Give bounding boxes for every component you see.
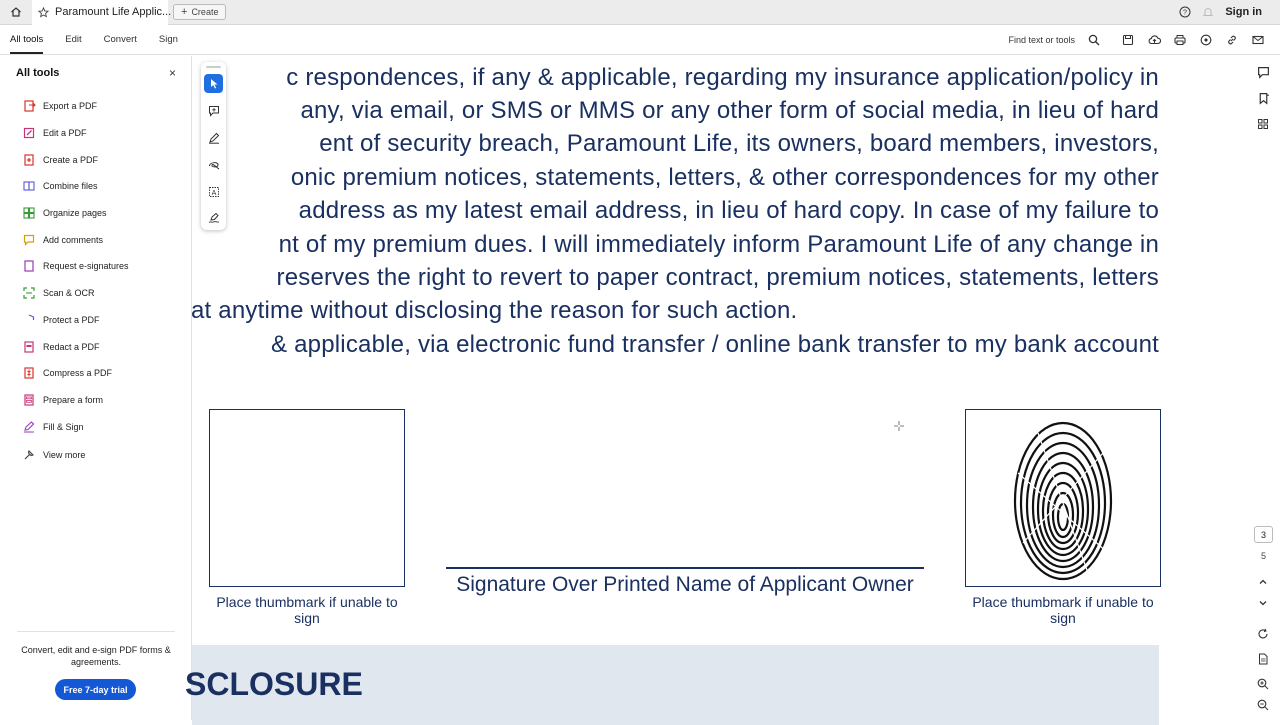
print-icon xyxy=(1174,34,1186,46)
export-pdf-icon xyxy=(22,99,36,113)
request-esignatures-icon xyxy=(22,259,36,273)
signature-pen-icon xyxy=(208,212,220,224)
tool-create-pdf[interactable] xyxy=(22,146,182,173)
thumbmark-box-left xyxy=(209,409,405,587)
freehand-draw-icon xyxy=(208,159,220,171)
menu-sign[interactable]: Sign xyxy=(158,34,178,45)
help-icon[interactable] xyxy=(1179,6,1191,18)
search-icon xyxy=(1088,34,1100,46)
chevron-up-icon xyxy=(1258,577,1268,587)
tool-edit-pdf[interactable] xyxy=(22,120,182,147)
tool-label: Create a PDF xyxy=(43,154,99,165)
bookmark-icon xyxy=(1257,92,1270,105)
mail-icon xyxy=(1252,34,1264,46)
add-comment-tool-button[interactable] xyxy=(204,101,223,120)
menubar-tools xyxy=(1008,27,1280,53)
upload-cloud-icon xyxy=(1148,34,1161,46)
tool-label: Edit a PDF xyxy=(43,128,87,139)
tool-label: Scan & OCR xyxy=(43,288,95,299)
combine-files-icon xyxy=(22,179,36,193)
save-icon xyxy=(1122,34,1134,46)
star-icon[interactable] xyxy=(38,7,49,18)
tool-view-more[interactable] xyxy=(22,442,182,469)
tool-label: View more xyxy=(43,450,86,461)
doc-text-line: any, via email, or SMS or MMS or any other form of social media, in lieu of hard xyxy=(300,97,1159,124)
create-button[interactable] xyxy=(173,4,226,20)
tool-label: Compress a PDF xyxy=(43,368,113,379)
comment-icon xyxy=(1257,66,1270,79)
notifications-bell-icon[interactable] xyxy=(1202,6,1214,18)
doc-text-line: at anytime without disclosing the reason for such action. xyxy=(191,297,798,324)
comments-panel-button[interactable] xyxy=(1255,64,1271,80)
all-tools-panel xyxy=(0,56,192,720)
grid-icon xyxy=(1257,118,1269,130)
share-link-button[interactable] xyxy=(1219,27,1245,53)
select-tool-button[interactable] xyxy=(204,74,223,93)
sign-in-link[interactable]: Sign in xyxy=(1225,6,1262,18)
tool-label: Organize pages xyxy=(43,208,107,219)
tool-label: Add comments xyxy=(43,234,104,245)
create-pdf-icon xyxy=(22,153,36,167)
zoom-out-button[interactable] xyxy=(1255,697,1271,713)
home-icon xyxy=(10,6,22,18)
tool-label: Protect a PDF xyxy=(43,314,100,325)
tool-label: Redact a PDF xyxy=(43,341,100,352)
toolbar-grip[interactable] xyxy=(206,66,221,68)
crosshair-cursor-icon xyxy=(894,421,904,431)
view-more-icon xyxy=(22,448,36,462)
tool-label: Combine files xyxy=(43,181,98,192)
disclosure-heading: SCLOSURE xyxy=(185,666,363,702)
zoom-out-icon xyxy=(1257,699,1269,711)
doc-text-line: c respondences, if any & applicable, regarding my insurance application/policy in xyxy=(286,64,1159,91)
menu-bar xyxy=(0,25,1280,55)
svg-text:A: A xyxy=(211,189,216,197)
tool-export-pdf[interactable] xyxy=(22,93,182,120)
tab-title: Paramount Life Applic... xyxy=(55,6,172,18)
right-rail xyxy=(1247,56,1280,720)
thumbnails-panel-button[interactable] xyxy=(1255,116,1271,132)
doc-text-line: nt of my premium dues. I will immediately inform Paramount Life of any change in xyxy=(278,231,1159,258)
free-trial-button[interactable]: Free 7-day trial xyxy=(55,679,136,700)
rotate-icon xyxy=(1257,628,1269,640)
home-button[interactable] xyxy=(0,0,32,25)
prepare-form-icon xyxy=(22,393,36,407)
menu-convert[interactable]: Convert xyxy=(103,34,137,45)
tools-list xyxy=(22,93,182,469)
promo-text: Convert, edit and e-sign PDF forms & agreements. xyxy=(21,645,171,667)
close-panel-icon[interactable]: × xyxy=(169,66,177,80)
upload-cloud-button[interactable] xyxy=(1141,27,1167,53)
text-box-icon xyxy=(208,186,220,198)
organize-pages-icon xyxy=(22,206,36,220)
next-page-button[interactable] xyxy=(1255,595,1271,611)
zoom-in-button[interactable] xyxy=(1255,676,1271,692)
rotate-button[interactable] xyxy=(1255,626,1271,642)
sign-tool-button[interactable] xyxy=(204,208,223,227)
add-text-tool-button[interactable] xyxy=(204,182,223,201)
svg-text:?: ? xyxy=(1183,9,1188,17)
doc-text-line: address as my latest email address, in lieu of hard copy. In case of my failure to xyxy=(298,197,1159,224)
cursor-arrow-icon xyxy=(209,78,219,89)
chevron-down-icon xyxy=(1258,598,1268,608)
tool-scan-ocr[interactable] xyxy=(22,280,182,307)
panel-title: All tools xyxy=(16,67,60,79)
doc-text-line: & applicable, via electronic fund transfer / online bank transfer to my bank account xyxy=(271,331,1159,358)
tool-redact-pdf[interactable] xyxy=(22,333,182,360)
tool-fill-sign[interactable] xyxy=(22,413,182,440)
tool-combine-files[interactable] xyxy=(22,173,182,200)
menu-all-tools[interactable]: All tools xyxy=(10,34,44,45)
ai-assistant-button[interactable] xyxy=(1193,27,1219,53)
tool-prepare-form[interactable] xyxy=(22,387,182,414)
search-button[interactable] xyxy=(1081,27,1107,53)
link-icon xyxy=(1226,34,1238,46)
thumbmark-box-right xyxy=(965,409,1161,587)
fill-sign-icon xyxy=(22,420,36,434)
document-page-icon xyxy=(1257,653,1269,665)
tool-organize-pages[interactable] xyxy=(22,200,182,227)
tool-label: Request e-signatures xyxy=(43,261,129,272)
protect-pdf-icon xyxy=(22,313,36,327)
tool-add-comments[interactable] xyxy=(22,226,182,253)
doc-text-line: ent of security breach, Paramount Life, its owners, board members, investors, xyxy=(319,130,1159,157)
redact-pdf-icon xyxy=(22,340,36,354)
print-button[interactable] xyxy=(1167,27,1193,53)
divider xyxy=(17,631,175,632)
tool-label: Prepare a form xyxy=(43,394,104,405)
signature-line xyxy=(446,567,924,569)
edit-pdf-icon xyxy=(22,126,36,140)
tool-compress-pdf[interactable] xyxy=(22,360,182,387)
compress-pdf-icon xyxy=(22,366,36,380)
tool-request-esignatures[interactable] xyxy=(22,253,182,280)
menu-edit[interactable]: Edit xyxy=(65,34,82,45)
draw-tool-button[interactable] xyxy=(204,155,223,174)
page-view-button[interactable] xyxy=(1255,651,1271,667)
thumbmark-label-left: Place thumbmark if unable to sign xyxy=(216,594,398,626)
signature-label: Signature Over Printed Name of Applicant Owner xyxy=(456,573,914,596)
find-text-or-tools[interactable]: Find text or tools xyxy=(1008,34,1075,45)
plus-icon: + xyxy=(181,6,188,18)
save-button[interactable] xyxy=(1115,27,1141,53)
browser-tab-bar xyxy=(0,0,1280,25)
create-label: Create xyxy=(191,7,219,17)
tabbar-right xyxy=(1179,6,1280,18)
tool-label: Export a PDF xyxy=(43,101,98,112)
tool-label: Fill & Sign xyxy=(43,421,84,432)
thumbmark-label-right: Place thumbmark if unable to sign xyxy=(972,594,1154,626)
scan-ocr-icon xyxy=(22,286,36,300)
total-pages: 5 xyxy=(1260,551,1266,561)
zoom-in-icon xyxy=(1257,678,1269,690)
pen-highlight-icon xyxy=(208,132,220,144)
email-button[interactable] xyxy=(1245,27,1271,53)
ai-assistant-icon xyxy=(1200,34,1212,46)
pdf-document-view[interactable] xyxy=(185,56,1247,720)
quick-tools-toolbar xyxy=(201,62,226,230)
fingerprint-image xyxy=(1008,413,1118,583)
doc-text-line: onic premium notices, statements, letters, & other correspondences for my other xyxy=(290,164,1159,191)
document-tab[interactable] xyxy=(32,0,172,25)
comment-plus-icon xyxy=(208,105,220,117)
add-comments-icon xyxy=(22,233,36,247)
doc-text-line: reserves the right to revert to paper contract, premium notices, statements, letters xyxy=(276,264,1159,291)
bookmarks-panel-button[interactable] xyxy=(1255,90,1271,106)
tool-protect-pdf[interactable] xyxy=(22,307,182,334)
highlight-tool-button[interactable] xyxy=(204,128,223,147)
current-page-input[interactable]: 3 xyxy=(1254,526,1273,543)
previous-page-button[interactable] xyxy=(1255,574,1271,590)
